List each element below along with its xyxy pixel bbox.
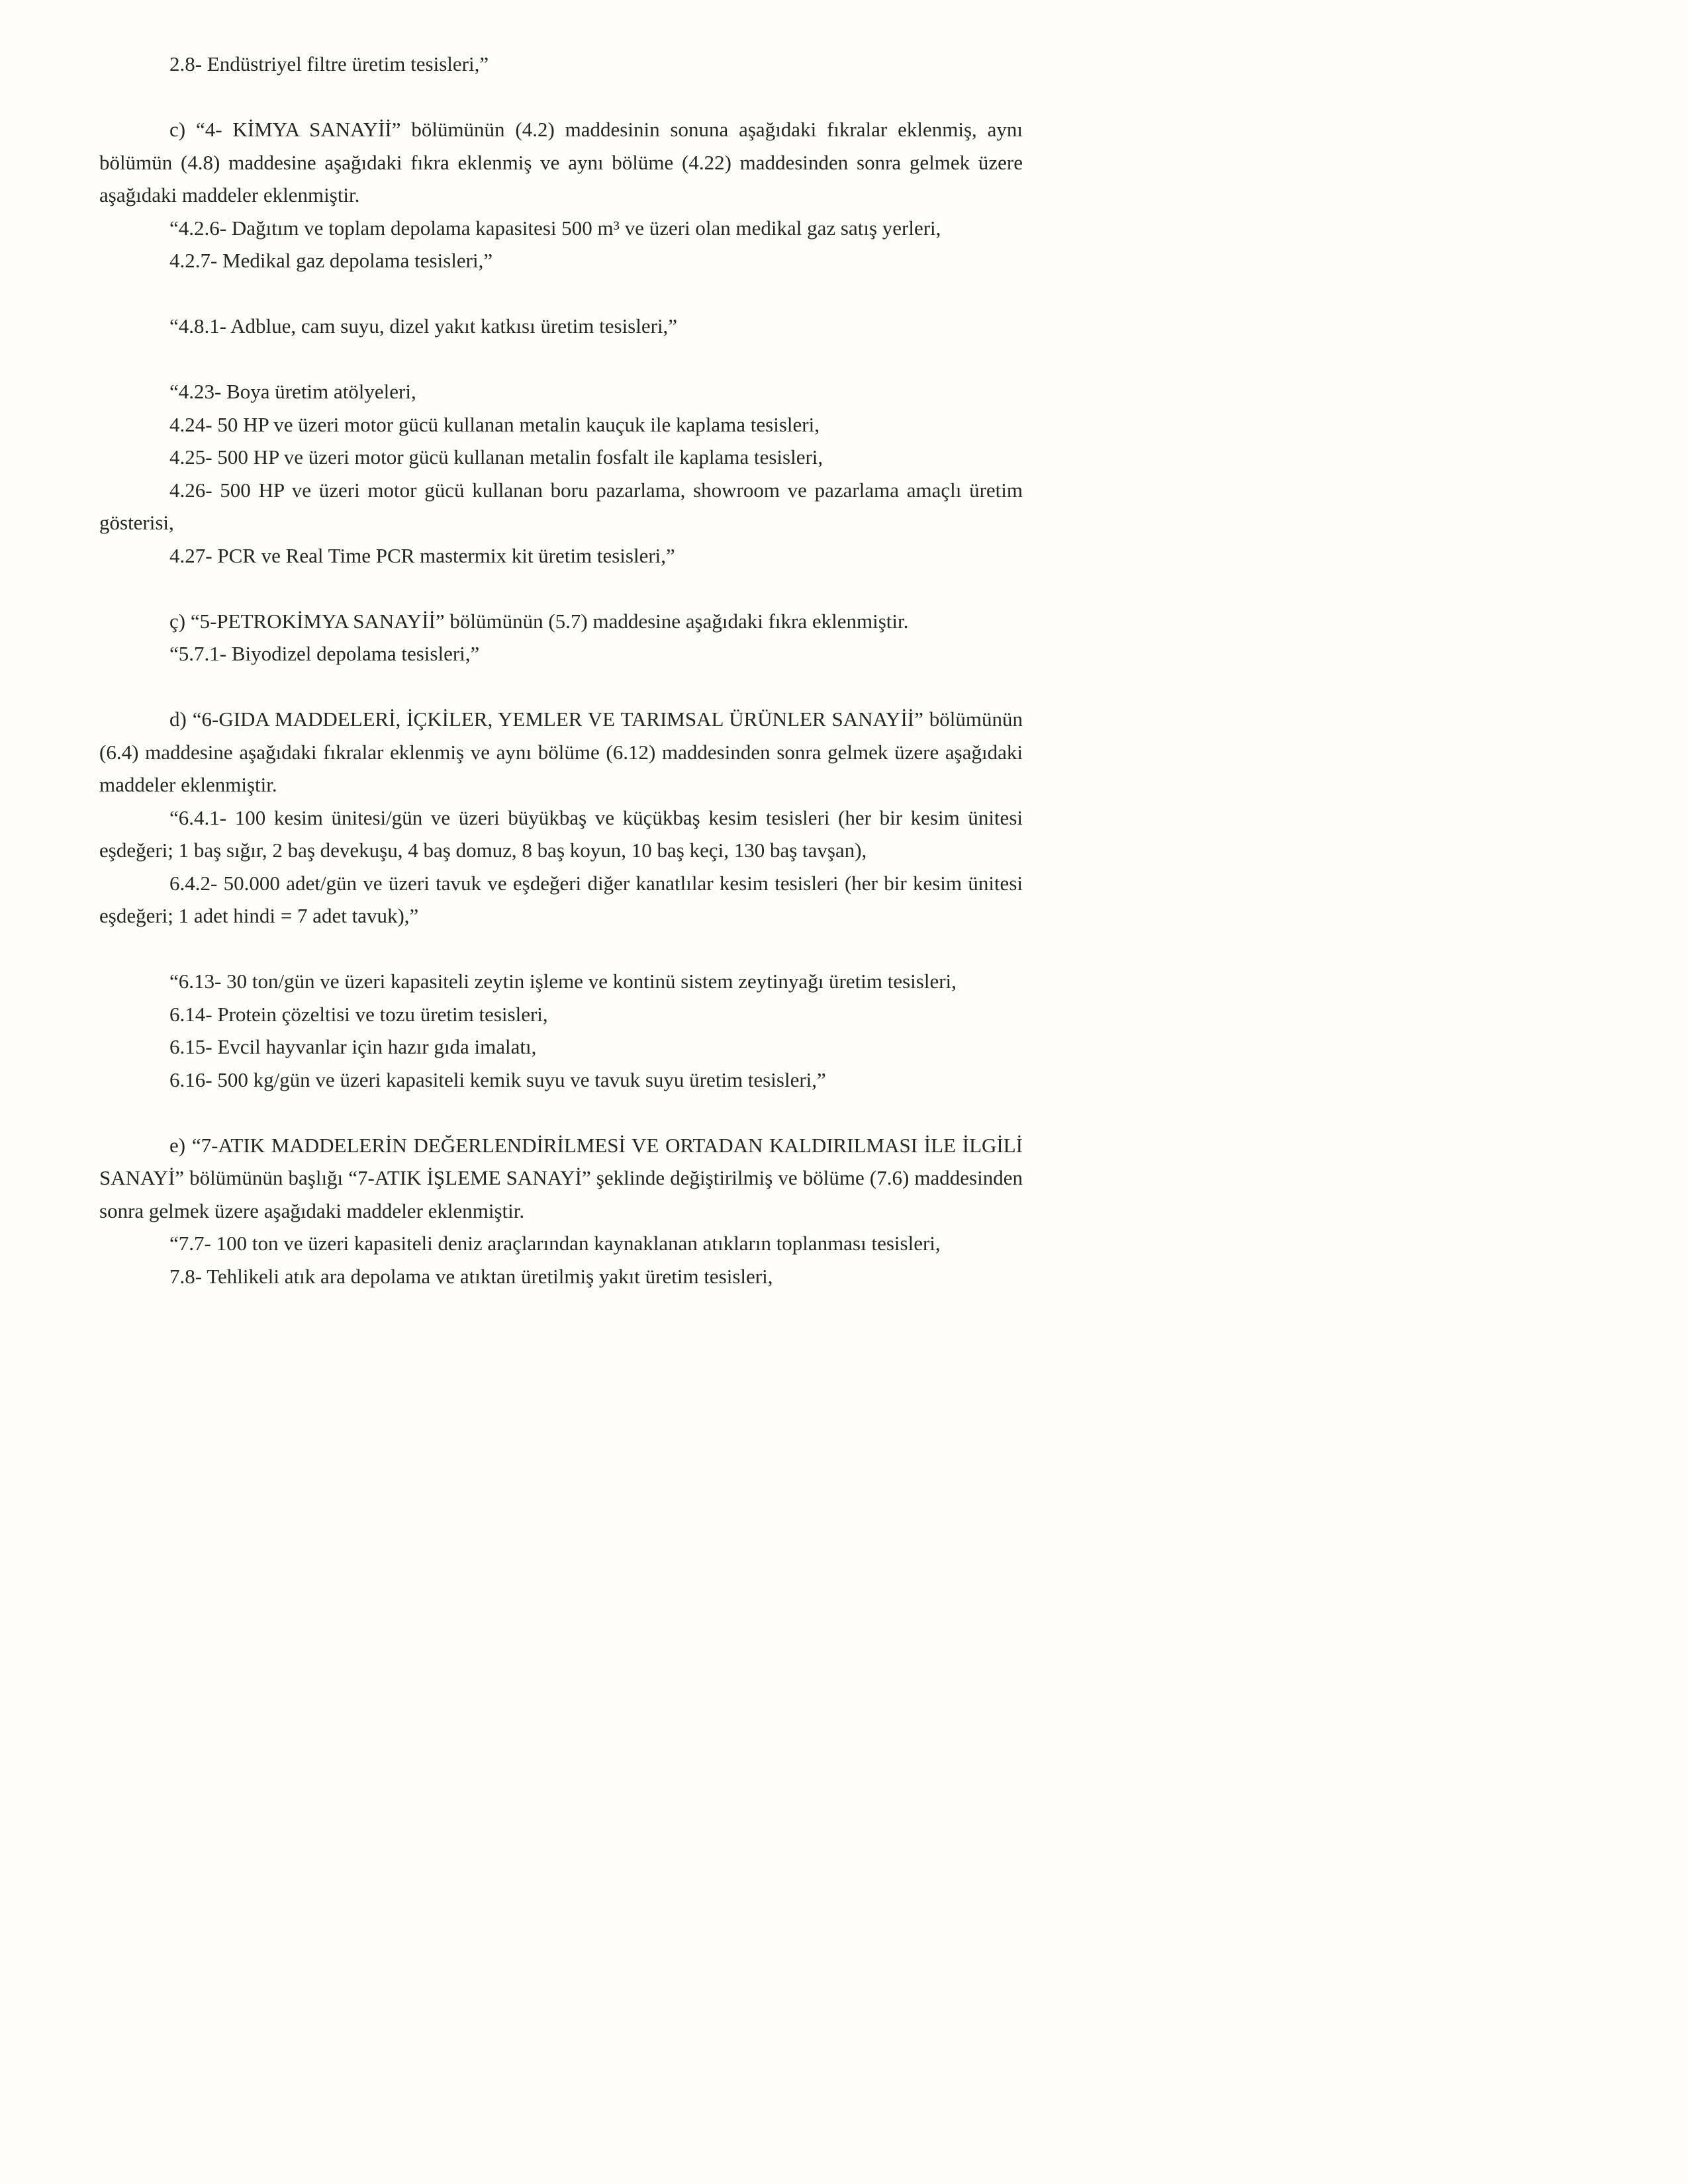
paragraph-4-8-1: “4.8.1- Adblue, cam suyu, dizel yakıt katkısı üretim tesisleri,” xyxy=(169,314,678,338)
paragraph-6-14: 6.14- Protein çözeltisi ve tozu üretim tesisleri, xyxy=(169,1002,548,1026)
paragraph-6-15: 6.15- Evcil hayvanlar için hazır gıda imalatı, xyxy=(169,1035,537,1058)
paragraph-7-8: 7.8- Tehlikeli atık ara depolama ve atıktan üretilmiş yakıt üretim tesisleri, xyxy=(169,1264,773,1288)
paragraph-4-25: 4.25- 500 HP ve üzeri motor gücü kullanan metalin fosfalt ile kaplama tesisleri, xyxy=(169,445,823,469)
paragraph-c-kimya: c) “4- KİMYA SANAYİİ” bölümünün (4.2) maddesinin sonuna aşağıdaki fıkralar eklenmiş, aynı bölümün (4.8) maddesine aşağıdaki fıkra eklenmiş ve aynı bölüme (4.22) maddesinden sonra gelmek üzere aşağıdaki maddeler eklenmiştir. xyxy=(99,118,1023,206)
paragraph-4-23: “4.23- Boya üretim atölyeleri, xyxy=(169,380,416,403)
paragraph-4-2-6: “4.2.6- Dağıtım ve toplam depolama kapasitesi 500 m³ ve üzeri olan medikal gaz satış yerleri, xyxy=(169,216,941,240)
paragraph-2-8: 2.8- Endüstriyel filtre üretim tesisleri,” xyxy=(169,52,489,75)
paragraph-e-atik: e) “7-ATIK MADDELERİN DEĞERLENDİRİLMESİ VE ORTADAN KALDIRILMASI İLE İLGİLİ SANAYİ” bölümünün başlığı “7-ATIK İŞLEME SANAYİ” şeklinde değiştirilmiş ve bölüme (7.6) maddesinden sonra gelmek üzere aşağıdaki maddeler eklenmiştir. xyxy=(99,1133,1023,1222)
paragraph-6-4-2: 6.4.2- 50.000 adet/gün ve üzeri tavuk ve eşdeğeri diğer kanatlılar kesim tesisleri (her bir kesim ünitesi eşdeğeri; 1 adet hindi = 7 adet tavuk),” xyxy=(99,871,1023,927)
paragraph-4-27: 4.27- PCR ve Real Time PCR mastermix kit üretim tesisleri,” xyxy=(169,543,675,567)
paragraph-c-petrokimya: ç) “5-PETROKİMYA SANAYİİ” bölümünün (5.7) maddesine aşağıdaki fıkra eklenmiştir. xyxy=(169,609,909,633)
paragraph-7-7: “7.7- 100 ton ve üzeri kapasiteli deniz araçlarından kaynaklanan atıkların toplanması tesisleri, xyxy=(169,1232,941,1255)
paragraph-5-7-1: “5.7.1- Biyodizel depolama tesisleri,” xyxy=(169,642,480,665)
paragraph-d-gida: d) “6-GIDA MADDELERİ, İÇKİLER, YEMLER VE TARIMSAL ÜRÜNLER SANAYİİ” bölümünün (6.4) maddesine aşağıdaki fıkralar eklenmiş ve aynı bölüme (6.12) maddesinden sonra gelmek üzere aşağıdaki maddeler eklenmiştir. xyxy=(99,707,1023,796)
paragraph-6-13: “6.13- 30 ton/gün ve üzeri kapasiteli zeytin işleme ve kontinü sistem zeytinyağı üretim tesisleri, xyxy=(169,970,957,993)
document-body xyxy=(99,48,1023,1293)
paragraph-4-2-7: 4.2.7- Medikal gaz depolama tesisleri,” xyxy=(169,249,493,272)
paragraph-6-4-1: “6.4.1- 100 kesim ünitesi/gün ve üzeri büyükbaş ve küçükbaş kesim tesisleri (her bir kesim ünitesi eşdeğeri; 1 baş sığır, 2 baş devekuşu, 4 baş domuz, 8 baş koyun, 10 baş keçi, 130 baş tavşan), xyxy=(99,805,1023,862)
paragraph-4-24: 4.24- 50 HP ve üzeri motor gücü kullanan metalin kauçuk ile kaplama tesisleri, xyxy=(169,412,820,436)
paragraph-4-26: 4.26- 500 HP ve üzeri motor gücü kullanan boru pazarlama, showroom ve pazarlama amaçlı üretim gösterisi, xyxy=(99,478,1023,534)
paragraph-6-16: 6.16- 500 kg/gün ve üzeri kapasiteli kemik suyu ve tavuk suyu üretim tesisleri,” xyxy=(169,1068,826,1091)
